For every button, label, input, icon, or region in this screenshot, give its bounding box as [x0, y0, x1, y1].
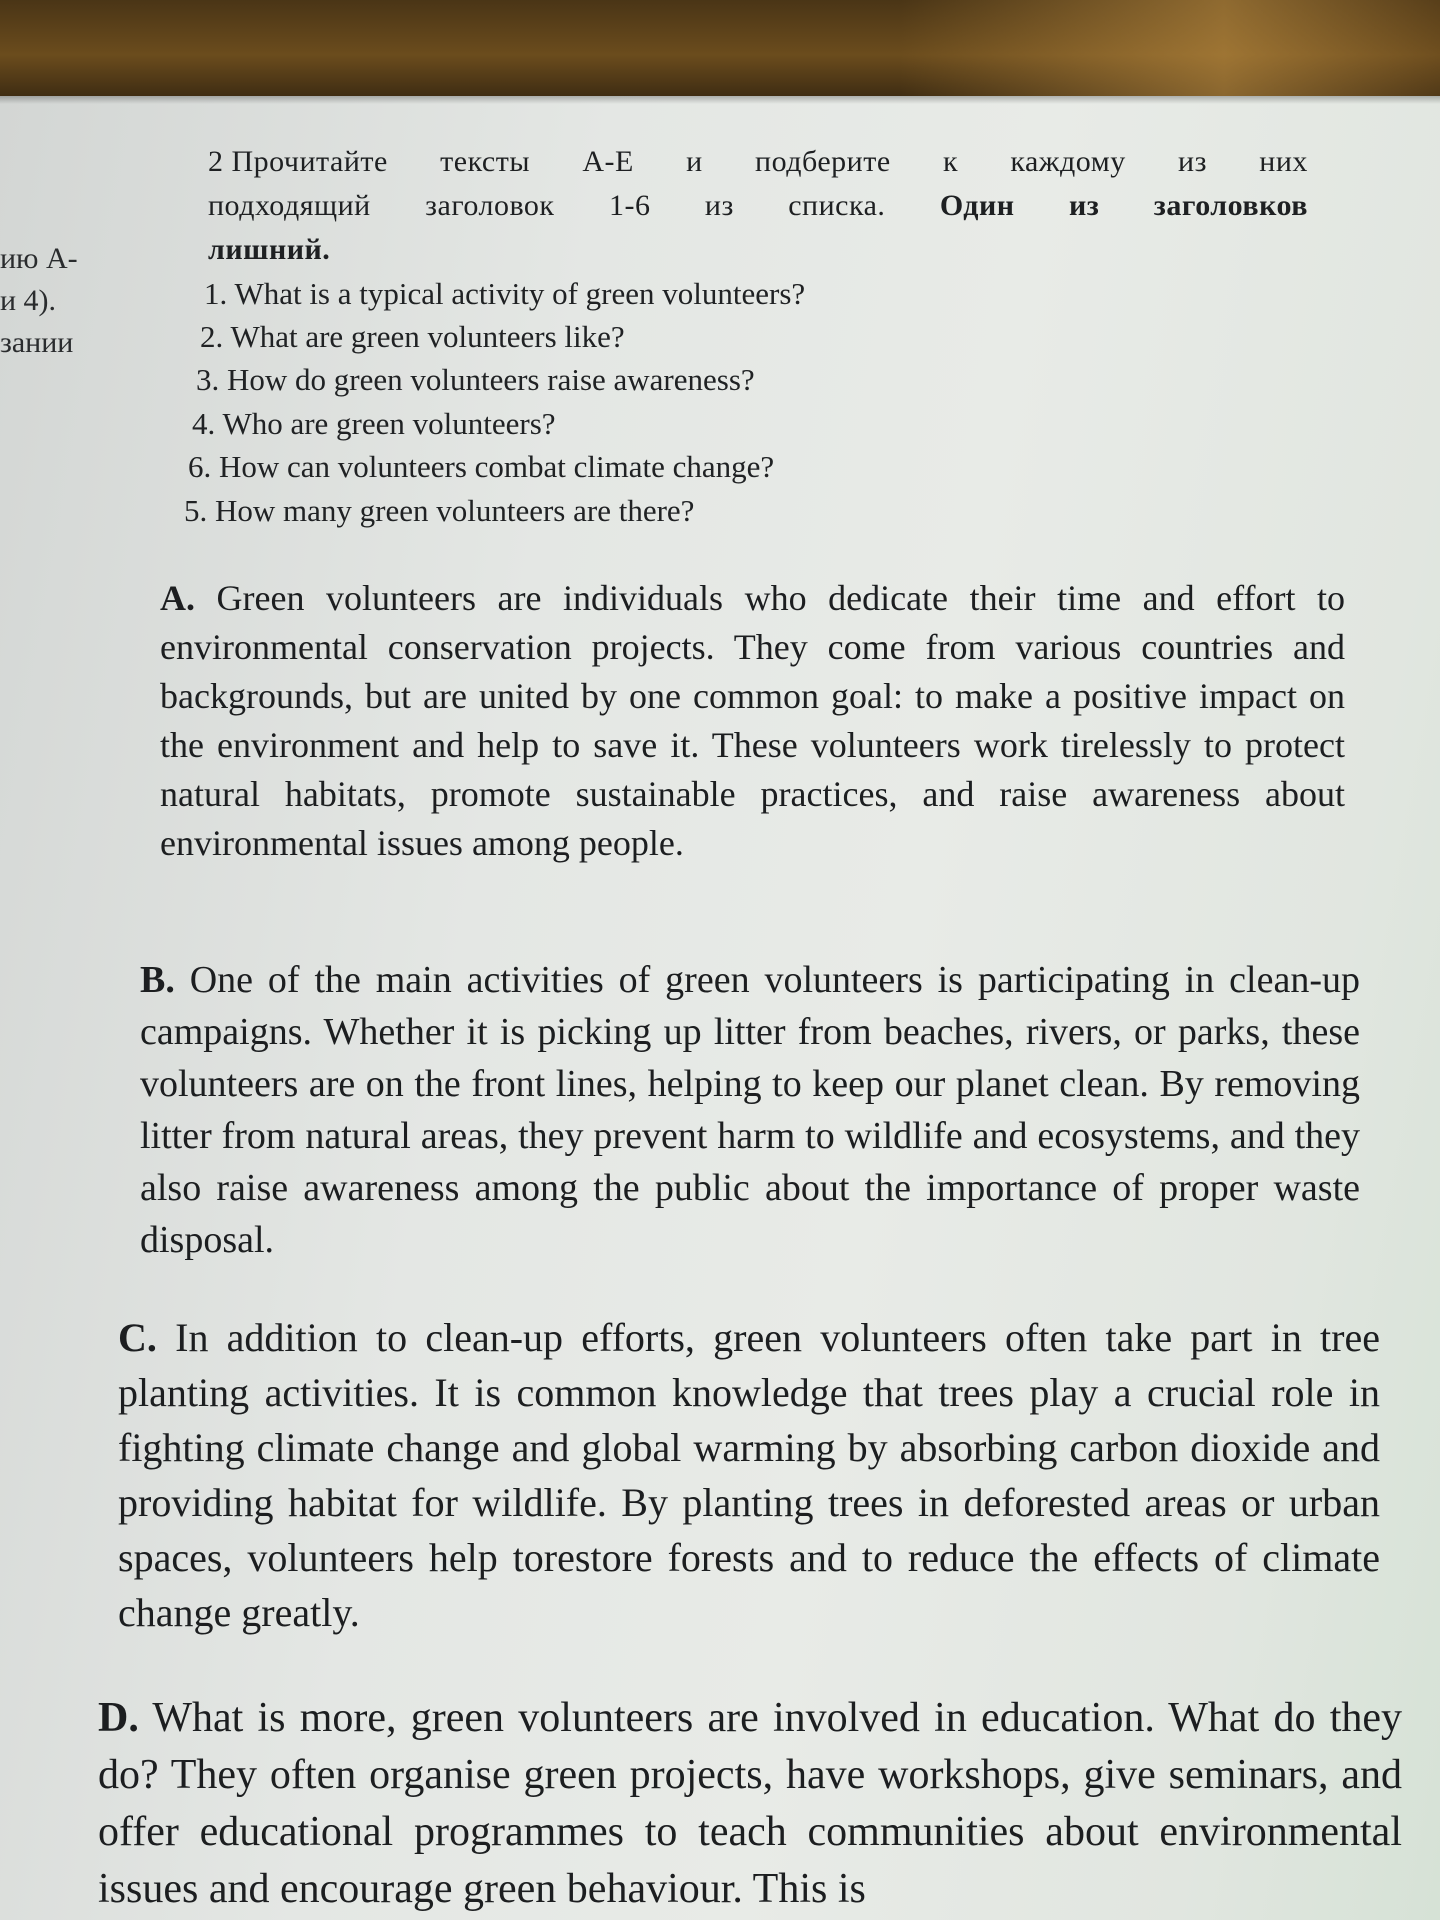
text-letter: A. — [160, 578, 195, 618]
heading-item-4: 4. Who are green volunteers? — [192, 406, 556, 441]
margin-fragment-2: и 4). — [0, 284, 57, 317]
page-edge-shadow — [0, 96, 1440, 104]
task-word: тексты — [440, 145, 530, 178]
margin-fragment-3: зании — [0, 326, 74, 359]
text-c — [118, 1310, 1380, 1640]
text-letter: D. — [98, 1695, 139, 1741]
task-word-bold: Один — [939, 189, 1015, 222]
text-body: What is more, green volunteers are involved in education. What do they do? They often organise green projects, have workshops, give seminars, and offer educational programmes to teach communities about environmental issues and encourage green behaviour. This is — [98, 1695, 1403, 1912]
text-b — [140, 954, 1360, 1266]
desk-background — [0, 0, 1440, 100]
task-word: А-Е — [582, 145, 634, 178]
task-word-bold: из — [1068, 189, 1100, 222]
task-instruction — [208, 140, 1308, 272]
heading-item-5: 5. How many green volunteers are there? — [184, 493, 695, 528]
task-number: 2 — [208, 145, 224, 178]
task-word: подходящий — [208, 189, 371, 222]
task-word: к — [942, 145, 959, 178]
task-word-bold: лишний. — [208, 233, 331, 266]
task-word: списка. — [788, 189, 886, 222]
task-word: и — [686, 145, 703, 178]
task-word-bold: заголовков — [1153, 189, 1308, 222]
task-word: заголовок — [425, 189, 555, 222]
task-word: каждому — [1010, 145, 1126, 178]
task-word: 2 Прочитайте — [208, 145, 388, 178]
text-a — [160, 574, 1345, 868]
heading-item-6: 6. How can volunteers combat climate change? — [188, 449, 775, 484]
text-letter: B. — [140, 959, 175, 1001]
heading-item-1: 1. What is a typical activity of green volunteers? — [204, 276, 806, 311]
text-body: One of the main activities of green volunteers is participating in clean-up campaigns. Whether it is picking up litter from beaches, rivers, or parks, these volunteers are on the front lines, helping to keep our planet clean. By removing litter from natural areas, they prevent harm to wildlife and ecosystems, and they also raise awareness among the public about the importance of proper waste disposal. — [140, 959, 1360, 1261]
heading-item-2: 2. What are green volunteers like? — [200, 319, 625, 354]
text-body: Green volunteers are individuals who dedicate their time and effort to environmental conservation projects. They come from various countries and backgrounds, but are united by one common goal: to make a positive impact on the environment and help to save it. These volunteers work tirelessly to protect natural habitats, promote sustainable practices, and raise awareness about environmental issues among people. — [160, 578, 1345, 863]
task-word: из — [704, 189, 734, 222]
light-reflection — [900, 0, 1440, 100]
task-line-2 — [208, 184, 1308, 228]
task-word: из — [1178, 145, 1207, 178]
text-d — [98, 1690, 1402, 1918]
text-body: In addition to clean-up efforts, green volunteers often take part in tree planting activities. It is common knowledge that trees play a crucial role in fighting climate change and global warming by absorbing carbon dioxide and providing habitat for wildlife. By planting trees in deforested areas or urban spaces, volunteers help torestore forests and to reduce the effects of climate change greatly. — [118, 1315, 1380, 1635]
task-line-1 — [208, 140, 1308, 184]
task-word: подберите — [755, 145, 891, 178]
margin-fragment-1: ию А- — [0, 242, 78, 275]
task-line-3 — [208, 228, 1308, 272]
text-letter: C. — [118, 1315, 157, 1360]
task-word: 1-6 — [608, 189, 651, 222]
task-word: них — [1259, 145, 1308, 178]
heading-item-3: 3. How do green volunteers raise awareness? — [196, 362, 755, 397]
